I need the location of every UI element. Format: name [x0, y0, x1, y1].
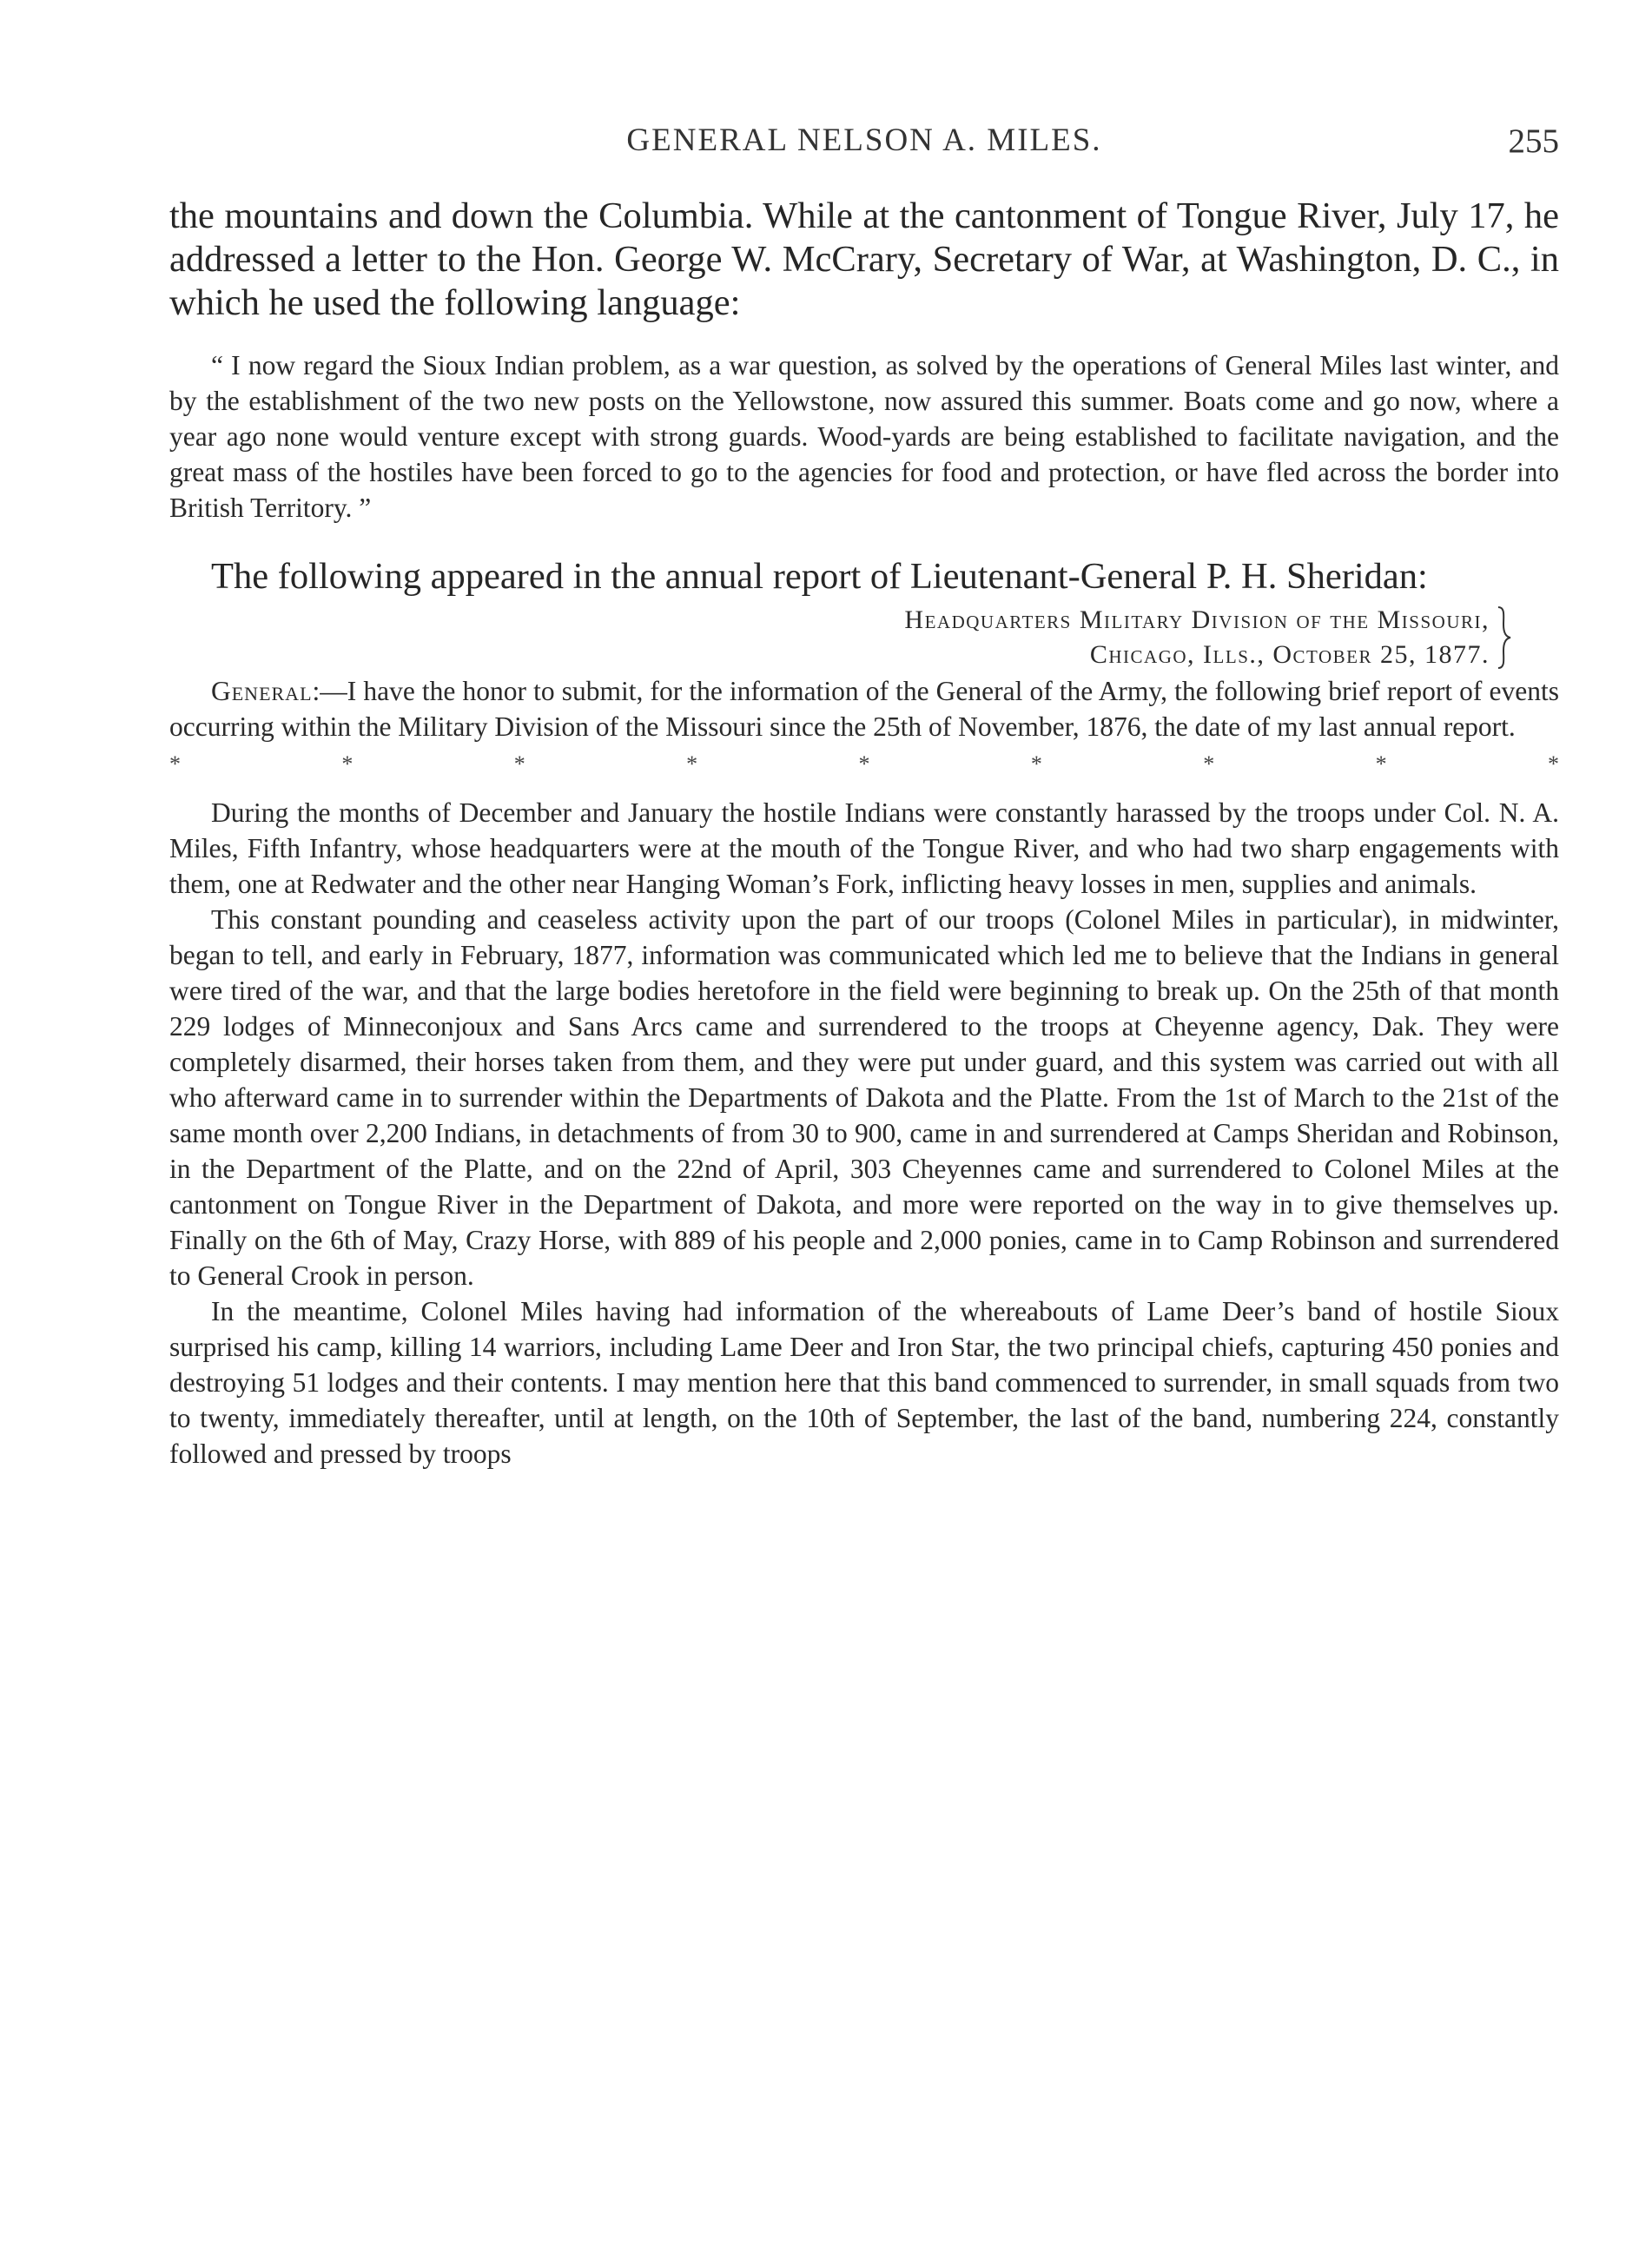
curly-brace-icon: [1495, 605, 1514, 670]
star-mark: *: [169, 751, 181, 777]
report-paragraph: During the months of December and January the hostile Indians were constantly harassed by the troops under Col. N. A. Miles, Fifth Infantry, whose headquarters were at the mouth of the Tongue River, and who had two sharp engagements with them, one at Redwater and the other near Hanging Woman’s Fork, inflicting heavy losses in men, supplies and animals.: [169, 797, 1559, 899]
star-mark: *: [1375, 751, 1387, 777]
star-mark: *: [858, 751, 870, 777]
block-quote: “ I now regard the Sioux Indian problem, as a war question, as solved by the operations of General Miles last winter, and by the establishment of the two new posts on the Yellowstone, now assured this summer. Boats come and go now, where a year ago none would venture except with strong guards. Wood-yards are being established to facilitate navigation, and the great mass of the hostiles have been forced to go to the agencies for food and protection, or have fled across the border into British Territory. ”: [169, 350, 1559, 523]
report-opening-paragraph: [169, 673, 1559, 744]
star-mark: *: [1548, 751, 1559, 777]
star-mark: *: [686, 751, 698, 777]
star-mark: *: [1203, 751, 1215, 777]
star-mark: *: [1030, 751, 1042, 777]
book-page: [169, 122, 1559, 1472]
salutation: General: [211, 676, 313, 706]
running-head: [169, 122, 1559, 174]
running-title: GENERAL NELSON A. MILES.: [626, 122, 1102, 158]
report-paragraph: In the meantime, Colonel Miles having had information of the whereabouts of Lame Deer’s band of hostile Sioux surprised his camp, killing 14 warriors, including Lame Deer and Iron Star, the two principal chiefs, capturing 450 ponies and destroying 51 lodges and their contents. I may mention here that this band commenced to surrender, in small squads from two to twenty, immediately thereafter, until at length, on the 10th of September, the last of the band, numbering 224, constantly followed and pressed by troops: [169, 1296, 1559, 1469]
opening-paragraph: the mountains and down the Columbia. While at the cantonment of Tongue River, July 17, he addressed a letter to the Hon. George W. McCrary, Secretary of War, at Washington, D. C., in which he used the following language:: [169, 195, 1559, 323]
report-intro: The following appeared in the annual report of Lieutenant-General P. H. Sheridan:: [211, 556, 1428, 597]
dateline-headquarters: Headquarters Military Division of the Missouri,: [904, 605, 1490, 634]
report-dateline: [169, 604, 1559, 673]
report-body: [169, 673, 1559, 1472]
star-mark: *: [341, 751, 354, 777]
report-opening-text: :—I have the honor to submit, for the information of the General of the Army, the following brief report of events occurring within the Military Division of the Missouri since the 25th of November, 1876, the date of my last annual report.: [169, 676, 1559, 742]
page-number: 255: [1508, 122, 1559, 160]
star-mark: *: [513, 751, 525, 777]
dateline-place-date: Chicago, Ills., October 25, 1877.: [1089, 640, 1490, 669]
ellipsis-stars: [169, 746, 1559, 779]
report-paragraph: This constant pounding and ceaseless activity upon the part of our troops (Colonel Miles in particular), in midwinter, began to tell, and early in February, 1877, information was communicated which led me to believe that the Indians in general were tired of the war, and that the large bodies heretofore in the field were beginning to break up. On the 25th of that month 229 lodges of Minneconjoux and Sans Arcs came and surrendered to the troops at Cheyenne agency, Dak. They were completely disarmed, their horses taken from them, and they were put under guard, and this system was carried out with all who afterward came in to surrender within the Departments of Dakota and the Platte. From the 1st of March to the 21st of the same month over 2,200 Indians, in detachments of from 30 to 900, came in and surrendered at Camps Sheridan and Robinson, in the Department of the Platte, and on the 22nd of April, 303 Cheyennes came and surrendered to Colonel Miles at the cantonment on Tongue River in the Department of Dakota, and more were reported on the way in to give themselves up. Finally on the 6th of May, Crazy Horse, with 889 of his people and 2,000 ponies, came in to Camp Robinson and surrendered to General Crook in person.: [169, 904, 1559, 1291]
